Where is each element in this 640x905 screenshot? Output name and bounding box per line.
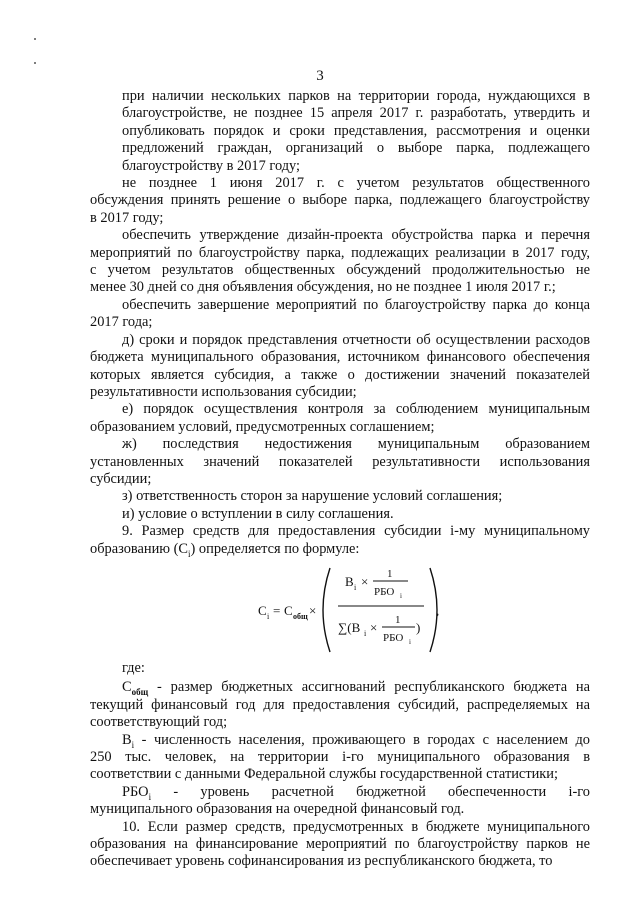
subscript: i	[131, 739, 135, 750]
paragraph-completion-deadline	[90, 297, 590, 332]
text-line: 2017 года;	[90, 314, 153, 331]
text-fragment: образованию (C	[90, 540, 189, 557]
definition-b	[90, 732, 590, 784]
text-line	[90, 541, 590, 558]
paragraph-item-e	[90, 401, 590, 436]
paragraph-decision-deadline	[90, 175, 590, 227]
formula-ci: C	[258, 602, 267, 618]
term: C	[122, 679, 132, 696]
text-line	[90, 784, 590, 801]
text-line: соответствующий год;	[90, 714, 228, 731]
formula-rbo: РБО	[374, 585, 395, 598]
text-line: обсуждения принять решение о выборе парка, подлежащего благоустройству	[90, 192, 590, 209]
text-line: д) сроки и порядок представления отчетности об осуществлении расходов	[122, 331, 590, 348]
text-fragment: - численность населения, проживающего в городах с населением до	[134, 731, 590, 748]
page-number: 3	[316, 68, 324, 84]
formula-one: 1	[395, 613, 401, 626]
formula-c-obsh-sub: общ	[293, 611, 308, 621]
scan-speck	[34, 38, 36, 40]
text-line: обеспечить завершение мероприятий по благоустройству парка до конца	[122, 296, 590, 313]
text-line: соответствии с данными Федеральной службы государственной статистики;	[90, 766, 559, 783]
subscript: i	[188, 548, 191, 559]
paragraph-park-selection-procedure	[90, 88, 590, 175]
text-fragment: ) определяется по формуле:	[190, 540, 360, 557]
text-line: субсидии;	[90, 470, 152, 487]
text-line: 250 тыс. человек, на территории i-го муниципального образования в	[90, 749, 590, 765]
text-line: которых является субсидия, а также о достижении значений показателей	[90, 366, 590, 383]
scan-speck	[34, 62, 36, 64]
formula-close-paren: )	[416, 619, 421, 635]
text-line: муниципального образования на очередной финансовый год.	[90, 801, 465, 818]
text-line	[90, 679, 590, 696]
text-line: с учетом результатов общественных обсуждений продолжительностью не	[90, 262, 590, 279]
formula-sum: ∑(B	[338, 619, 361, 635]
formula-b-sub: i	[364, 628, 367, 638]
text-line: ж) последствия недостижения муниципальным образованием	[122, 436, 590, 453]
formula-ci-sub: i	[267, 611, 270, 621]
paragraph-item-i	[90, 506, 590, 523]
text-line: менее 30 дней со дня объявления обсуждения, но не позднее 1 июля 2017 г.;	[90, 279, 556, 296]
paragraph-item-d	[90, 332, 590, 402]
text-line: бюджета муниципального образования, источником финансового обеспечения	[90, 349, 590, 366]
text-fragment: - уровень расчетной бюджетной обеспеченности i-го	[151, 783, 590, 800]
text-line: 10. Если размер средств, предусмотренных в бюджете муниципального	[122, 818, 590, 835]
where-label	[90, 660, 590, 677]
text-line: е) порядок осуществления контроля за соблюдением муниципальным	[122, 401, 590, 418]
text-line: благоустройству в 2017 году;	[122, 157, 301, 174]
formula-times: ×	[361, 573, 369, 589]
text-line: образованием условий, предусмотренных соглашением;	[90, 418, 435, 435]
formula-left-paren	[323, 568, 330, 652]
text-line: предложений граждан, организаций о выборе парка, подлежащего	[122, 140, 590, 157]
text-line: благоустройстве, не позднее 15 апреля 2017 г. разработать, утвердить и	[122, 105, 590, 122]
formula-b-sub: i	[354, 582, 357, 592]
text-line: з) ответственность сторон за нарушение условий соглашения;	[122, 488, 503, 505]
text-line: и) условие о вступлении в силу соглашения.	[122, 505, 394, 522]
formula-b: B	[345, 573, 354, 589]
term: B	[122, 731, 132, 748]
text-line: образования на финансирование мероприятий по благоустройству парков не	[90, 836, 590, 853]
paragraph-design-approval	[90, 227, 590, 297]
formula-rbo-sub: i	[400, 591, 402, 600]
text-line: 9. Размер средств для предоставления субсидии i-му муниципальному	[122, 523, 590, 540]
paragraph-item-10	[90, 819, 590, 871]
text-line: опубликовать порядок и сроки представления, рассмотрения и оценки	[122, 122, 590, 139]
formula-c-obsh: C	[284, 602, 293, 618]
formula-one: 1	[387, 567, 393, 580]
text-line: при наличии нескольких парков на территории города, нуждающихся в	[122, 88, 590, 104]
subscript: общ	[131, 687, 149, 698]
formula-equals: =	[273, 602, 281, 618]
text-line: установленных значений показателей результативности использования	[90, 453, 590, 470]
text-line: в 2017 году;	[90, 209, 164, 226]
paragraph-item-zh	[90, 436, 590, 488]
text-line: обеспечить утверждение дизайн-проекта обустройства парка и перечня	[122, 227, 590, 244]
text-line: результативности использования субсидии;	[90, 383, 357, 400]
text-line: обеспечивает уровень софинансирования из республиканского бюджета, то	[90, 853, 553, 870]
text-line: не позднее 1 июня 2017 г. с учетом результатов общественного	[122, 175, 590, 192]
definition-c-obsh	[90, 679, 590, 731]
formula-comma: ,	[436, 602, 440, 618]
text-line: текущий финансовый год для предоставления субсидий, распределяемых на	[90, 696, 590, 713]
formula-rbo: РБО	[383, 631, 404, 644]
document-body	[90, 88, 590, 871]
formula-times: ×	[370, 619, 378, 635]
formula-graphic	[90, 562, 590, 658]
paragraph-item-z	[90, 488, 590, 505]
formula-rbo-sub: i	[409, 637, 411, 646]
text-line: где:	[122, 659, 145, 676]
text-line: мероприятий по благоустройству парка, подлежащих реализации в 2017 году,	[90, 244, 590, 261]
definition-rbo	[90, 784, 590, 819]
subsidy-formula	[90, 562, 590, 658]
text-fragment: - размер бюджетных ассигнований республиканского бюджета на	[148, 679, 590, 696]
paragraph-item-9	[90, 523, 590, 558]
term: РБО	[122, 783, 149, 800]
formula-times: ×	[309, 602, 317, 618]
subscript: i	[148, 791, 152, 802]
text-line	[90, 732, 590, 749]
